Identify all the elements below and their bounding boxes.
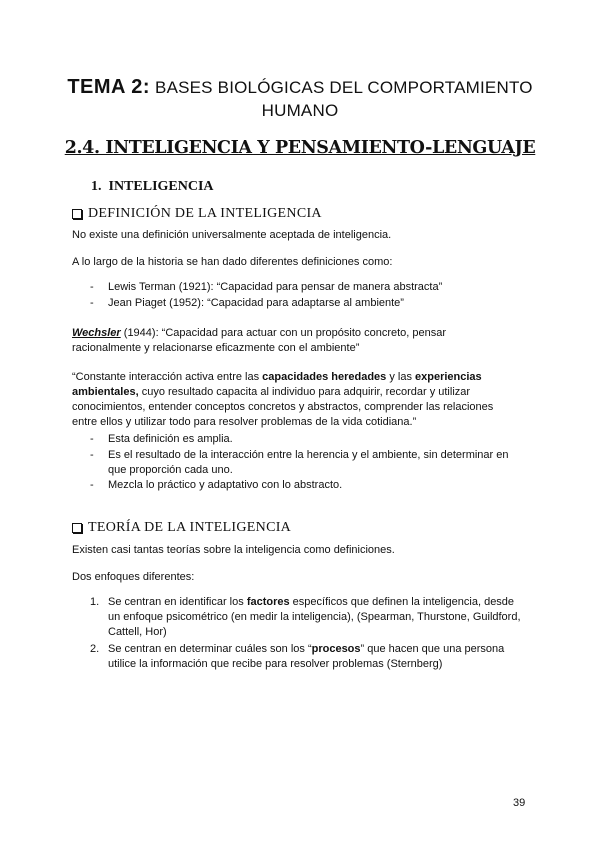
definicion-paragraph-2: A lo largo de la historia se han dado diferentes definiciones como: [72, 256, 393, 268]
list-item: - Esta definición es amplia. [90, 433, 233, 445]
list-item: - Jean Piaget (1952): “Capacidad para adaptarse al ambiente” [90, 297, 404, 309]
document-title [0, 76, 600, 99]
title-line-1: BASES BIOLÓGICAS DEL COMPORTAMIENTO [155, 78, 533, 97]
title-line-2: HUMANO [261, 101, 339, 120]
section-number: 1. [91, 179, 102, 194]
wechsler-paragraph: Wechsler (1944): “Capacidad para actuar con un propósito concreto, pensar racionalmente y relacionarse eficazmente con el ambiente” [72, 327, 447, 354]
list-item-continuation: que proporción cada uno. [108, 464, 233, 476]
page-number: 39 [513, 797, 526, 809]
list-item: - Lewis Terman (1921): “Capacidad para pensar de manera abstracta” [90, 281, 443, 293]
page-subtitle: 2.4. INTELIGENCIA Y PENSAMIENTO-LENGUAJE [64, 138, 536, 158]
definicion-heading [72, 206, 322, 222]
list-item: - Es el resultado de la interacción entre la herencia y el ambiente, sin determinar en [90, 449, 509, 461]
definicion-paragraph-1: No existe una definición universalmente aceptada de inteligencia. [72, 229, 392, 241]
teoria-paragraph-2: Dos enfoques diferentes: [72, 571, 195, 583]
section-title: INTELIGENCIA [108, 179, 214, 194]
definicion-heading-text: DEFINICIÓN DE LA INTELIGENCIA [88, 206, 322, 221]
teoria-paragraph-1: Existen casi tantas teorías sobre la inteligencia como definiciones. [72, 544, 395, 556]
wechsler-name: Wechsler [72, 327, 121, 339]
teoria-heading [72, 520, 291, 536]
quote-paragraph: “Constante interacción activa entre las capacidades heredades y las experiencias ambientales, cuyo resultado capacita al individuo para adquirir, recordar y utilizar conocimientos, entender conceptos concretos y abstractos, comprender las relaciones entre ellos y utilizar todo para resolver problemas de la vida cotidiana.” [72, 371, 494, 428]
section-heading-inteligencia [91, 179, 214, 195]
checkbox-bullet-icon [72, 209, 82, 219]
list-item: - Mezcla lo práctico y adaptativo con lo abstracto. [90, 479, 343, 491]
numbered-item-2: 2. Se centran en determinar cuáles son los “procesos” que hacen que una persona utilice la información que recibe para resolver problemas (Sternberg) [90, 643, 505, 670]
tema-label: TEMA 2: [67, 76, 151, 98]
numbered-item-1: 1. Se centran en identificar los factores específicos que definen la inteligencia, desde un enfoque psicométrico (en medir la inteligencia), (Spearman, Thurstone, Guildford, Cattell, Hor) [90, 596, 521, 638]
teoria-heading-text: TEORÍA DE LA INTELIGENCIA [88, 520, 292, 535]
checkbox-bullet-icon [72, 523, 82, 533]
